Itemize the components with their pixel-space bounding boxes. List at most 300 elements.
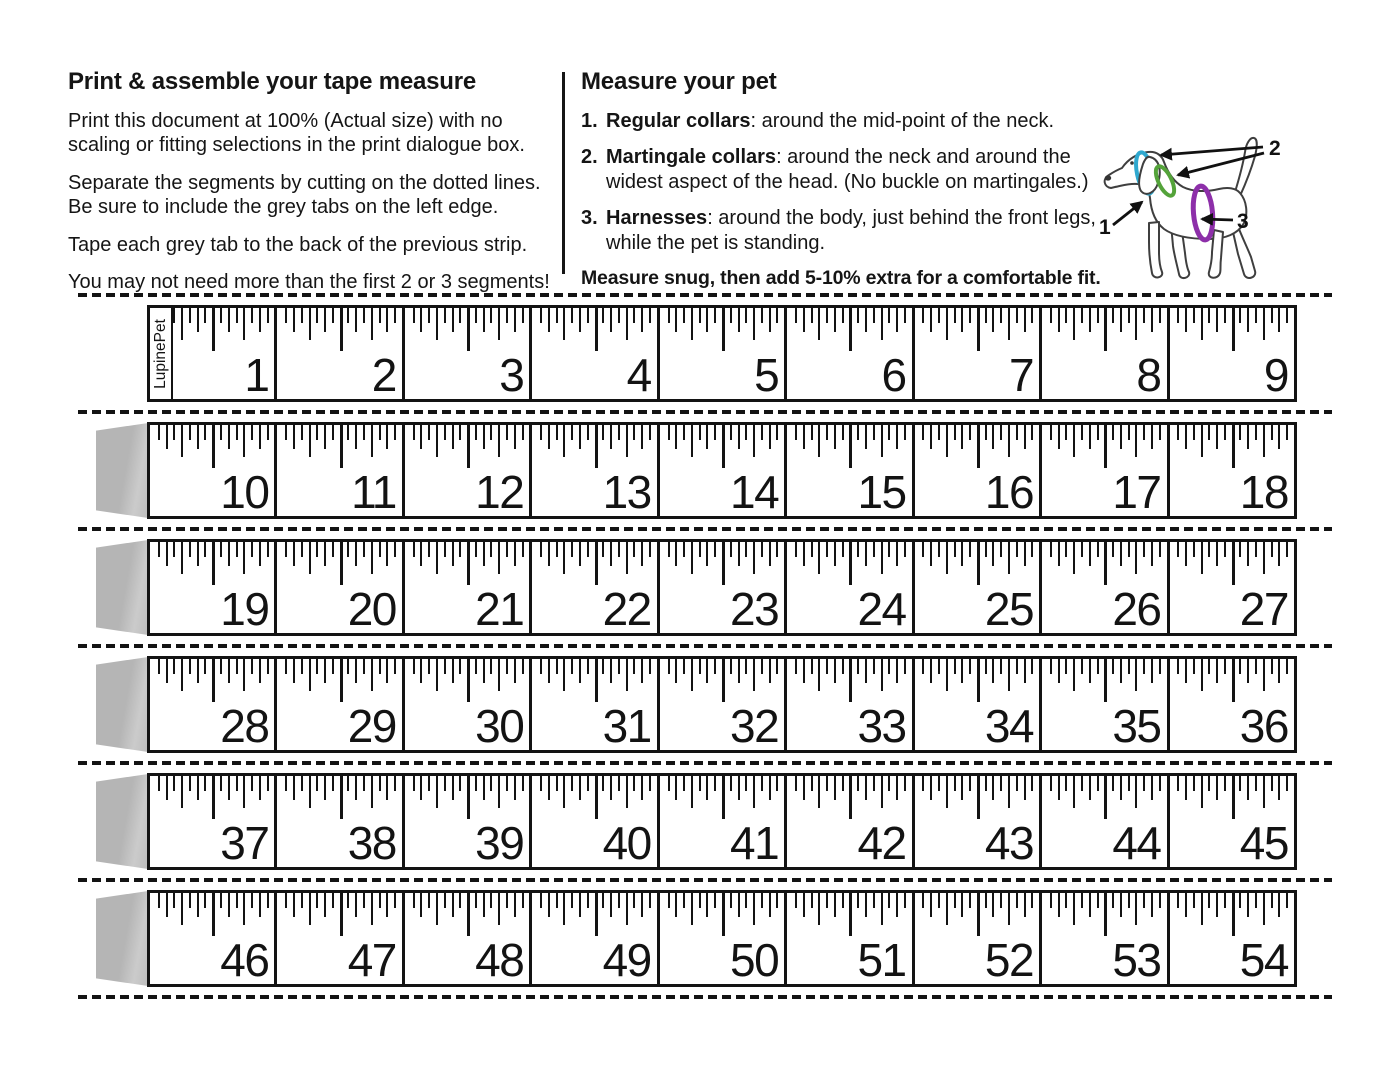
tick-mark (1112, 425, 1114, 440)
list-item-text: : around the neck and around the widest aspect of the head. (No buckle on martingales.) (606, 146, 1089, 193)
tick-mark (873, 308, 875, 323)
inch-number: 11 (351, 465, 396, 518)
tick-mark (1185, 893, 1187, 917)
tick-mark (922, 308, 924, 323)
tick-mark (706, 425, 708, 449)
tick-mark (540, 776, 542, 791)
tick-mark (1016, 659, 1018, 674)
strip-row (0, 422, 1400, 519)
tick-mark (386, 893, 388, 917)
tick-mark (522, 776, 524, 791)
arrow-to-collar-lower (1113, 202, 1142, 225)
tick-mark (1058, 542, 1060, 566)
tick-mark (324, 659, 326, 683)
tick-mark (649, 659, 651, 674)
tick-mark (865, 308, 867, 332)
tick-mark (459, 893, 461, 908)
tick-mark (857, 308, 859, 323)
tick-mark (602, 893, 604, 908)
tick-mark (483, 308, 485, 332)
tick-mark (173, 308, 175, 323)
tick-mark (579, 542, 581, 566)
tick-mark (243, 308, 245, 340)
tick-mark (556, 776, 558, 791)
tick-mark (954, 893, 956, 908)
tick-mark (236, 542, 238, 557)
tick-mark (228, 308, 230, 332)
tick-mark (490, 776, 492, 791)
tick-mark (857, 425, 859, 440)
inch-number: 21 (475, 582, 524, 635)
tick-mark (595, 308, 598, 351)
tick-mark (324, 425, 326, 449)
tick-mark (452, 893, 454, 917)
tick-mark (467, 659, 470, 702)
inch-cell (150, 542, 277, 633)
tick-mark (1286, 893, 1288, 908)
inch-number: 34 (984, 699, 1034, 752)
tick-mark (1286, 542, 1288, 557)
tick-mark (251, 308, 253, 323)
measure-list-item (581, 109, 1108, 133)
inch-cell (405, 659, 532, 750)
tick-mark (1151, 659, 1153, 683)
tick-mark (514, 659, 516, 683)
tick-mark (706, 776, 708, 800)
tick-mark (641, 776, 643, 800)
tick-mark (954, 776, 956, 791)
tick-mark (1177, 542, 1179, 557)
tick-mark (579, 893, 581, 917)
tick-mark (514, 776, 516, 800)
tick-mark (332, 659, 334, 674)
tick-mark (475, 893, 477, 908)
tick-mark (444, 659, 446, 674)
tick-mark (316, 776, 318, 791)
inch-cell (787, 308, 914, 399)
tick-mark (220, 425, 222, 440)
tick-mark (506, 308, 508, 323)
tick-mark (1185, 659, 1187, 683)
tick-mark (1177, 893, 1179, 908)
tick-mark (761, 776, 763, 791)
tick-mark (1073, 308, 1075, 340)
tick-mark (371, 308, 373, 340)
tick-mark (1177, 776, 1179, 791)
tick-mark (259, 776, 261, 800)
tick-mark (946, 425, 948, 457)
tick-mark (467, 542, 470, 585)
tick-mark (301, 308, 303, 323)
tick-mark (420, 659, 422, 683)
tick-mark (285, 542, 287, 557)
tick-mark (1128, 542, 1130, 557)
tick-mark (293, 425, 295, 449)
tick-mark (1263, 893, 1265, 925)
tick-mark (1232, 542, 1235, 585)
dog-measurement-diagram (1097, 126, 1307, 302)
tick-mark (842, 893, 844, 908)
inch-number: 28 (220, 699, 269, 752)
tick-mark (490, 425, 492, 440)
tick-mark (1016, 776, 1018, 791)
tick-mark (540, 542, 542, 557)
tick-mark (332, 893, 334, 908)
tick-mark (173, 542, 175, 557)
tick-mark (301, 659, 303, 674)
tick-mark (1031, 308, 1033, 323)
tick-mark (243, 425, 245, 457)
tick-mark (803, 893, 805, 917)
tick-mark (803, 425, 805, 449)
tick-mark (340, 308, 343, 351)
tick-mark (961, 776, 963, 800)
tick-mark (675, 776, 677, 800)
tick-mark (618, 425, 620, 440)
tick-mark (267, 425, 269, 440)
tick-mark (506, 425, 508, 440)
tick-mark (683, 776, 685, 791)
tick-mark (309, 542, 311, 574)
dog-eye (1130, 161, 1134, 165)
tick-mark (332, 308, 334, 323)
inch-cell (532, 425, 659, 516)
tick-mark (795, 308, 797, 323)
tick-mark (386, 776, 388, 800)
tick-mark (579, 308, 581, 332)
tick-mark (1104, 308, 1107, 351)
tick-mark (1135, 659, 1137, 691)
tick-mark (173, 776, 175, 791)
tick-mark (1097, 893, 1099, 908)
tick-mark (1065, 776, 1067, 791)
tick-mark (722, 542, 725, 585)
tick-mark (490, 542, 492, 557)
tick-mark (738, 542, 740, 566)
inch-cell (915, 659, 1042, 750)
tick-mark (413, 542, 415, 557)
tick-mark (1008, 425, 1010, 457)
tick-mark (1278, 893, 1280, 917)
tick-mark (602, 542, 604, 557)
tick-mark (475, 659, 477, 674)
tick-mark (1120, 542, 1122, 566)
tick-mark (563, 308, 565, 340)
tick-mark (228, 425, 230, 449)
tick-mark (865, 542, 867, 566)
tick-mark (738, 659, 740, 683)
tick-mark (745, 893, 747, 908)
tick-mark (745, 308, 747, 323)
tick-mark (745, 542, 747, 557)
tick-mark (1271, 308, 1273, 323)
inch-cell (532, 659, 659, 750)
tick-mark (992, 542, 994, 566)
tick-mark (803, 542, 805, 566)
tick-mark (641, 425, 643, 449)
tick-mark (938, 659, 940, 674)
tick-mark (826, 893, 828, 908)
tick-mark (251, 659, 253, 674)
tick-mark (347, 659, 349, 674)
tick-mark (1097, 659, 1099, 674)
cut-line (78, 293, 1332, 297)
tick-mark (1151, 542, 1153, 566)
tick-mark (649, 308, 651, 323)
tick-mark (761, 542, 763, 557)
tick-mark (1081, 659, 1083, 674)
inch-cell (150, 659, 277, 750)
inch-number: 3 (499, 348, 524, 401)
tick-mark (220, 308, 222, 323)
tick-mark (1232, 776, 1235, 819)
tick-mark (1185, 425, 1187, 449)
tick-mark (1024, 542, 1026, 566)
tick-mark (1016, 308, 1018, 323)
tick-mark (251, 542, 253, 557)
tick-mark (548, 542, 550, 566)
tick-mark (618, 542, 620, 557)
tick-mark (459, 308, 461, 323)
tick-mark (1135, 893, 1137, 925)
list-item-number: 3. (581, 207, 598, 230)
list-item-term: Regular collars (606, 110, 751, 132)
tick-mark (1208, 425, 1210, 440)
diagram-label-1: 1 (1099, 216, 1111, 239)
tick-mark (285, 893, 287, 908)
tick-mark (969, 659, 971, 674)
tick-mark (1239, 542, 1241, 557)
tick-mark (683, 659, 685, 674)
tick-mark (363, 659, 365, 674)
tick-mark (1255, 542, 1257, 557)
inch-number: 8 (1136, 348, 1161, 401)
tick-mark (753, 659, 755, 691)
tick-mark (1135, 308, 1137, 340)
tick-mark (189, 893, 191, 908)
tick-mark (795, 425, 797, 440)
tick-mark (714, 542, 716, 557)
inch-cell (405, 893, 532, 984)
tick-mark (197, 308, 199, 332)
inch-number: 4 (626, 348, 651, 401)
inch-cell (277, 776, 404, 867)
tick-mark (888, 776, 890, 791)
tick-mark (1135, 425, 1137, 457)
tick-mark (826, 542, 828, 557)
tick-mark (641, 308, 643, 332)
tick-mark (332, 776, 334, 791)
tick-mark (1177, 659, 1179, 674)
tick-mark (722, 308, 725, 351)
list-item-text: : around the mid-point of the neck. (750, 110, 1055, 132)
tick-mark (158, 893, 160, 908)
tick-mark (340, 659, 343, 702)
tick-mark (930, 776, 932, 800)
tick-mark (259, 425, 261, 449)
tick-mark (212, 308, 215, 351)
tick-mark (992, 308, 994, 332)
tick-mark (849, 659, 852, 702)
tick-mark (452, 659, 454, 683)
measure-instructions (581, 68, 1108, 290)
tick-mark (514, 542, 516, 566)
tick-mark (363, 893, 365, 908)
tick-mark (930, 893, 932, 917)
tick-mark (602, 659, 604, 674)
tick-mark (1286, 659, 1288, 674)
tick-mark (1128, 425, 1130, 440)
tick-mark (1201, 425, 1203, 457)
tick-mark (1135, 776, 1137, 808)
tick-mark (1239, 425, 1241, 440)
tick-mark (761, 893, 763, 908)
tick-mark (1050, 425, 1052, 440)
brand-label-text: LupinePet (151, 318, 169, 389)
tick-mark (1097, 542, 1099, 557)
tick-mark (1151, 776, 1153, 800)
tick-mark (1193, 893, 1195, 908)
tick-mark (865, 893, 867, 917)
tick-mark (1224, 893, 1226, 908)
inch-cell (1170, 425, 1294, 516)
tick-mark (1224, 542, 1226, 557)
inch-number: 23 (730, 582, 779, 635)
tick-mark (522, 308, 524, 323)
tick-mark (1177, 308, 1179, 323)
tick-mark (428, 776, 430, 791)
tick-mark (316, 542, 318, 557)
tick-mark (166, 425, 168, 449)
tick-mark (1024, 776, 1026, 800)
tick-mark (904, 893, 906, 908)
tick-mark (691, 542, 693, 574)
tick-mark (379, 308, 381, 323)
tick-mark (243, 893, 245, 925)
tick-mark (420, 893, 422, 917)
tick-mark (522, 425, 524, 440)
tick-mark (267, 893, 269, 908)
tick-mark (618, 893, 620, 908)
tick-mark (1104, 425, 1107, 468)
inch-number: 18 (1239, 465, 1288, 518)
tick-mark (675, 425, 677, 449)
tick-mark (714, 893, 716, 908)
tick-mark (394, 659, 396, 674)
tick-mark (1278, 659, 1280, 683)
tick-mark (556, 659, 558, 674)
tick-mark (1232, 308, 1235, 351)
tape-tab (96, 774, 148, 869)
ruler-strip (147, 422, 1297, 519)
tick-mark (197, 659, 199, 683)
tick-mark (776, 659, 778, 674)
tick-mark (683, 425, 685, 440)
tick-mark (668, 893, 670, 908)
tick-mark (579, 425, 581, 449)
tick-mark (610, 542, 612, 566)
tick-mark (595, 425, 598, 468)
tick-mark (1016, 425, 1018, 440)
tick-mark (738, 893, 740, 917)
tick-mark (1159, 308, 1161, 323)
inch-cell (277, 308, 404, 399)
tick-mark (992, 425, 994, 449)
tick-mark (498, 308, 500, 340)
tick-mark (316, 308, 318, 323)
tick-mark (444, 308, 446, 323)
inch-number: 25 (984, 582, 1034, 635)
tick-mark (189, 776, 191, 791)
tick-mark (1058, 308, 1060, 332)
tick-mark (1058, 659, 1060, 683)
instruction-paragraph: Separate the segments by cutting on the dotted lines. Be sure to include the grey tabs on the left edge. (68, 171, 541, 219)
tick-mark (961, 308, 963, 332)
tick-mark (309, 308, 311, 340)
inch-cell (1042, 425, 1169, 516)
inch-cell (1170, 776, 1294, 867)
tick-mark (204, 659, 206, 674)
tick-mark (1081, 308, 1083, 323)
inch-cell (532, 308, 659, 399)
tick-mark (691, 659, 693, 691)
tick-mark (181, 659, 183, 691)
tick-mark (459, 542, 461, 557)
tick-mark (714, 308, 716, 323)
tick-mark (1143, 893, 1145, 908)
tick-mark (1058, 425, 1060, 449)
tick-mark (355, 542, 357, 566)
tick-mark (1065, 659, 1067, 674)
tick-mark (826, 776, 828, 791)
tick-mark (626, 659, 628, 691)
tape-tab (96, 540, 148, 635)
inch-cell (915, 425, 1042, 516)
inch-number: 13 (602, 465, 651, 518)
tick-mark (563, 893, 565, 925)
tick-mark (1224, 659, 1226, 674)
tick-mark (668, 542, 670, 557)
tick-mark (1000, 308, 1002, 323)
tick-mark (556, 308, 558, 323)
tick-mark (922, 893, 924, 908)
tick-mark (1097, 308, 1099, 323)
tick-mark (1151, 425, 1153, 449)
tick-mark (1081, 776, 1083, 791)
tick-mark (730, 893, 732, 908)
tick-mark (571, 893, 573, 908)
tick-mark (730, 659, 732, 674)
tick-mark (459, 659, 461, 674)
tick-mark (961, 659, 963, 683)
tick-mark (587, 542, 589, 557)
tick-mark (452, 308, 454, 332)
inch-number: 32 (730, 699, 779, 752)
tick-mark (490, 893, 492, 908)
tick-mark (444, 776, 446, 791)
tick-mark (675, 308, 677, 332)
tick-mark (1008, 893, 1010, 925)
tick-mark (1112, 776, 1114, 791)
tick-mark (595, 659, 598, 702)
tick-mark (355, 776, 357, 800)
tick-mark (181, 893, 183, 925)
tick-mark (428, 308, 430, 323)
tick-mark (969, 542, 971, 557)
tick-mark (873, 425, 875, 440)
tick-mark (842, 659, 844, 674)
tick-mark (452, 542, 454, 566)
